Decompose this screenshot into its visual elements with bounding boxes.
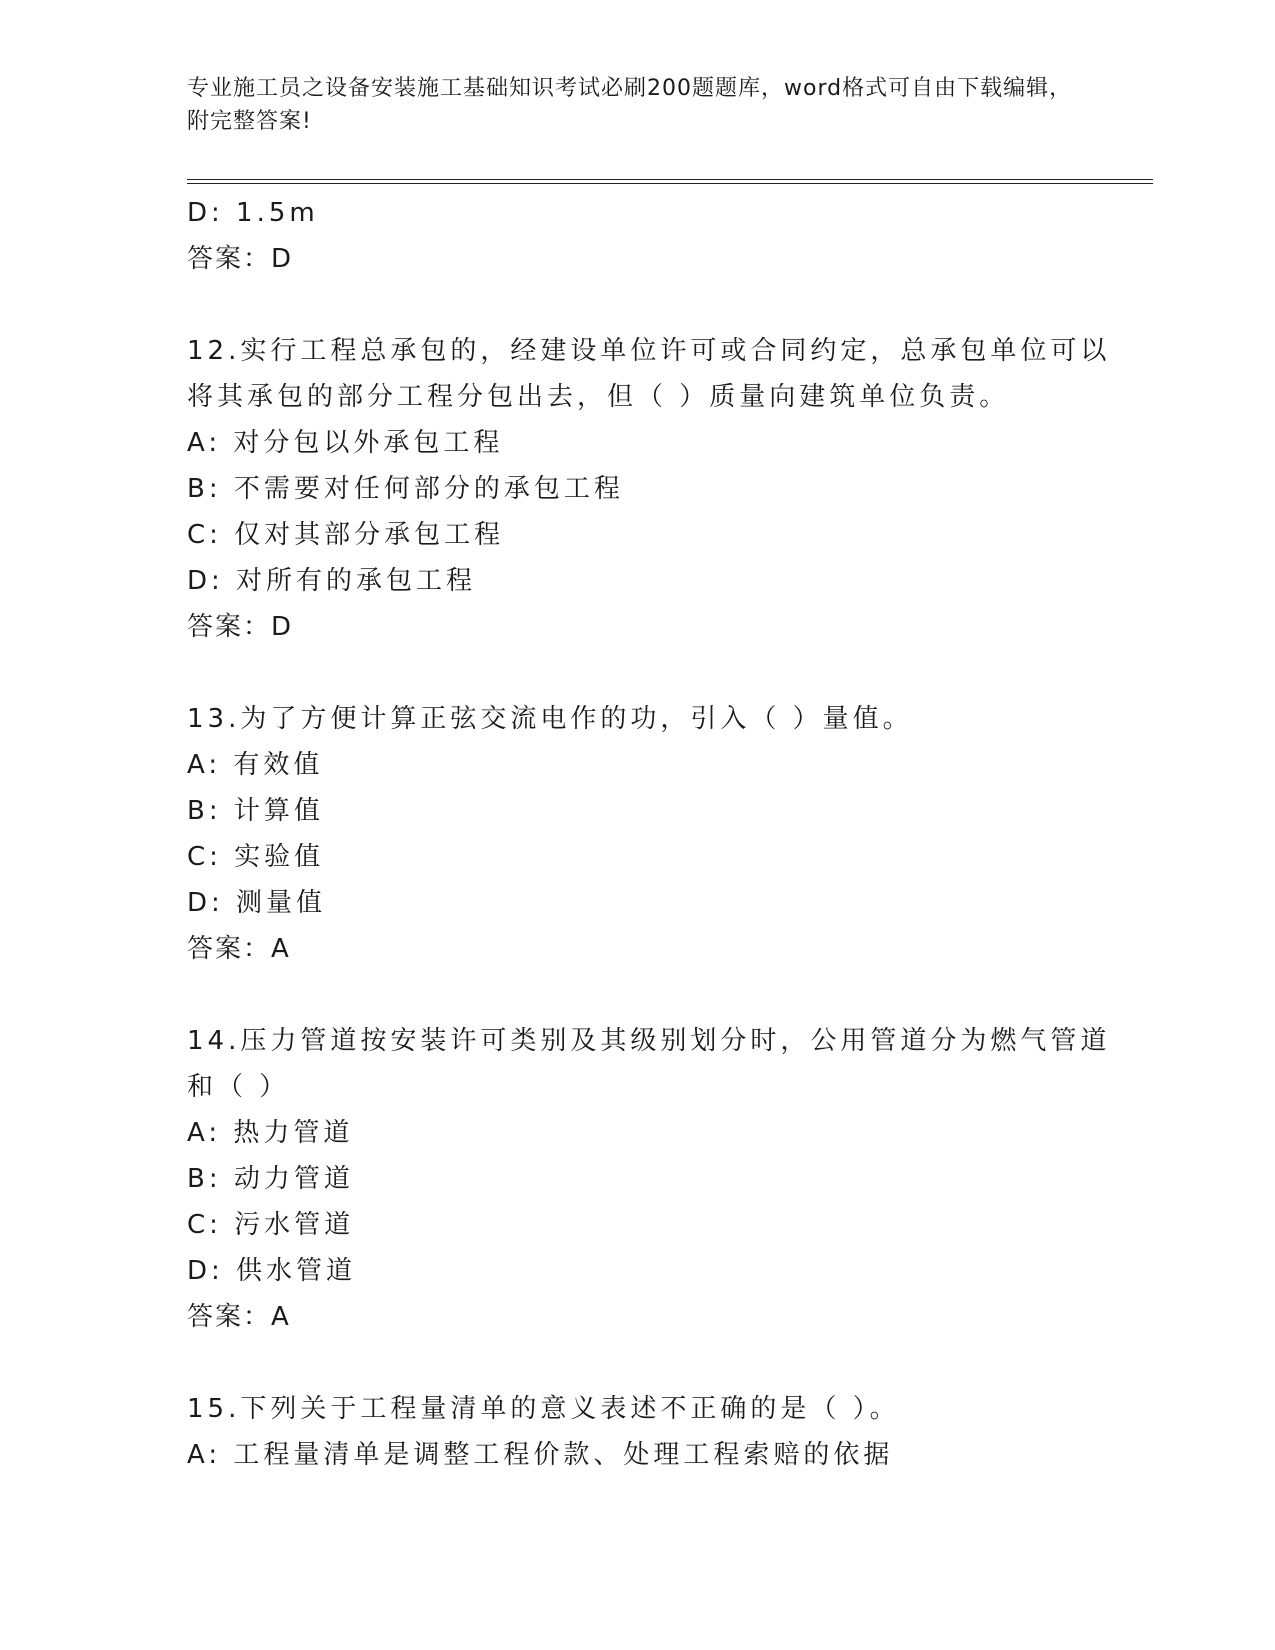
option-d: D: 供水管道 xyxy=(187,1256,357,1286)
answer: 答案：D xyxy=(187,244,294,274)
question-stem: 13.为了方便计算正弦交流电作的功，引入（ ）量值。 xyxy=(187,704,913,734)
question-stem-cont: 将其承包的部分工程分包出去，但（ ）质量向建筑单位负责。 xyxy=(187,382,1010,412)
option-a: A: 热力管道 xyxy=(187,1118,354,1148)
question-12 xyxy=(187,328,1111,650)
question-stem: 14.压力管道按安装许可类别及其级别划分时，公用管道分为燃气管道 xyxy=(187,1026,1111,1056)
header-divider xyxy=(187,179,1153,184)
option-d: D: 1.5m xyxy=(187,198,319,228)
option-b: B: 计算值 xyxy=(187,796,324,826)
answer: 答案：A xyxy=(187,934,291,964)
question-14 xyxy=(187,1018,1111,1340)
option-b: B: 动力管道 xyxy=(187,1164,354,1194)
option-b: B: 不需要对任何部分的承包工程 xyxy=(187,474,624,504)
page-header xyxy=(187,72,1087,138)
question-list xyxy=(187,190,1111,1478)
option-a: A: 工程量清单是调整工程价款、处理工程索赔的依据 xyxy=(187,1440,894,1470)
question-13 xyxy=(187,696,1087,972)
option-a: A: 对分包以外承包工程 xyxy=(187,428,504,458)
answer: 答案：A xyxy=(187,1302,291,1332)
option-d: D: 测量值 xyxy=(187,888,327,918)
option-c: C: 污水管道 xyxy=(187,1210,355,1240)
option-c: C: 实验值 xyxy=(187,842,325,872)
answer: 答案：D xyxy=(187,612,294,642)
option-a: A: 有效值 xyxy=(187,750,324,780)
question-stem: 15.下列关于工程量清单的意义表述不正确的是（ ）。 xyxy=(187,1394,900,1424)
header-title: 专业施工员之设备安装施工基础知识考试必刷200题题库，word格式可自由下载编辑，附完整答案! xyxy=(187,76,1073,134)
question-15 xyxy=(187,1386,1087,1478)
question-stem-cont: 和（ ） xyxy=(187,1072,290,1102)
option-d: D: 对所有的承包工程 xyxy=(187,566,477,596)
question-stem: 12.实行工程总承包的，经建设单位许可或合同约定，总承包单位可以 xyxy=(187,336,1111,366)
option-c: C: 仅对其部分承包工程 xyxy=(187,520,505,550)
